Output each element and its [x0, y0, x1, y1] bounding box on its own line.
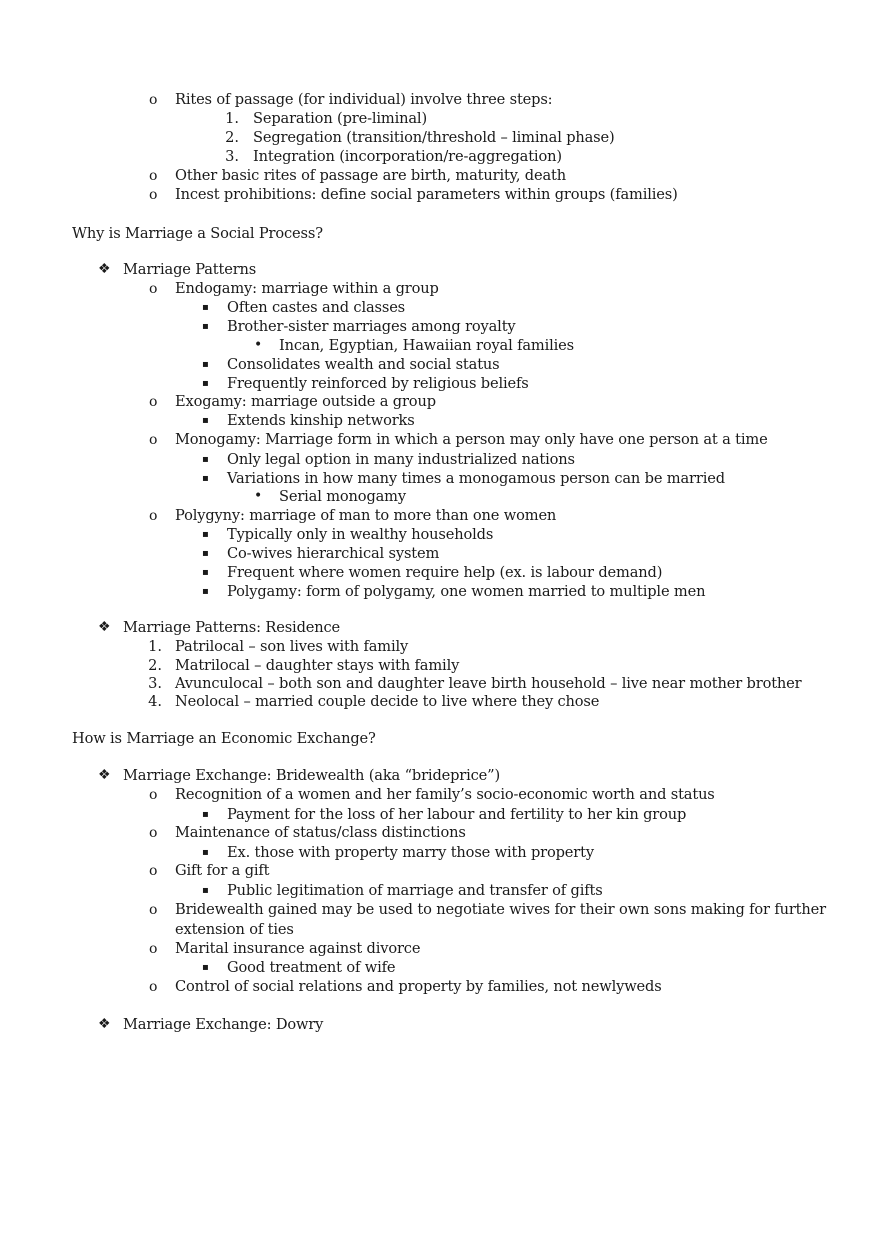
list-item: Recognition of a women and her family’s socio-economic worth and status: [175, 786, 715, 803]
list-item: Incan, Egyptian, Hawaiian royal families: [279, 337, 574, 354]
list-item-continuation: extension of ties: [175, 921, 294, 938]
list-item: Bridewealth gained may be used to negotiate wives for their own sons making for further: [175, 901, 826, 918]
list-item: Exogamy: marriage outside a group: [175, 393, 436, 410]
list-number: 2.: [148, 657, 162, 674]
square-bullet-icon: ▪: [202, 359, 209, 370]
list-item: Typically only in wealthy households: [227, 526, 494, 543]
square-bullet-icon: ▪: [202, 415, 209, 426]
square-bullet-icon: ▪: [202, 321, 209, 332]
list-item: Polygyny: marriage of man to more than one women: [175, 507, 557, 524]
list-item: Marriage Exchange: Dowry: [123, 1016, 324, 1033]
square-bullet-icon: ▪: [202, 567, 209, 578]
list-item: Endogamy: marriage within a group: [175, 280, 439, 297]
circle-bullet-icon: o: [149, 979, 158, 995]
diamond-bullet-icon: ❖: [98, 1016, 111, 1032]
square-bullet-icon: ▪: [202, 302, 209, 313]
square-bullet-icon: ▪: [202, 885, 209, 896]
list-item: Good treatment of wife: [227, 959, 396, 976]
circle-bullet-icon: o: [149, 394, 158, 410]
list-item: Frequent where women require help (ex. is labour demand): [227, 564, 663, 581]
circle-bullet-icon: o: [149, 902, 158, 918]
circle-bullet-icon: o: [149, 863, 158, 879]
circle-bullet-icon: o: [149, 787, 158, 803]
diamond-bullet-icon: ❖: [98, 261, 111, 277]
circle-bullet-icon: o: [149, 825, 158, 841]
list-item: Segregation (transition/threshold – liminal phase): [253, 129, 615, 146]
section-heading: Why is Marriage a Social Process?: [72, 225, 323, 242]
list-item: Avunculocal – both son and daughter leave birth household – live near mother brother: [175, 675, 802, 692]
list-item: Ex. those with property marry those with property: [227, 844, 594, 861]
list-number: 3.: [148, 675, 162, 692]
square-bullet-icon: ▪: [202, 454, 209, 465]
list-item: Integration (incorporation/re-aggregation): [253, 148, 562, 165]
list-item: Consolidates wealth and social status: [227, 356, 500, 373]
square-bullet-icon: ▪: [202, 529, 209, 540]
dot-bullet-icon: •: [254, 488, 263, 504]
list-item: Incest prohibitions: define social parameters within groups (families): [175, 186, 678, 203]
list-item: Polygamy: form of polygamy, one women married to multiple men: [227, 583, 706, 600]
dot-bullet-icon: •: [254, 337, 263, 353]
list-item: Gift for a gift: [175, 862, 270, 879]
list-item: Other basic rites of passage are birth, maturity, death: [175, 167, 566, 184]
square-bullet-icon: ▪: [202, 473, 209, 484]
square-bullet-icon: ▪: [202, 847, 209, 858]
list-item: Control of social relations and property by families, not newlyweds: [175, 978, 662, 995]
list-item: Public legitimation of marriage and transfer of gifts: [227, 882, 603, 899]
list-item: Monogamy: Marriage form in which a person may only have one person at a time: [175, 431, 768, 448]
rites-intro: Rites of passage (for individual) involve three steps:: [175, 91, 553, 108]
list-number: 1.: [225, 110, 239, 127]
list-item: Marriage Patterns: Residence: [123, 619, 341, 636]
list-item: Neolocal – married couple decide to live where they chose: [175, 693, 600, 710]
circle-bullet-icon: o: [149, 941, 158, 957]
list-item: Maintenance of status/class distinctions: [175, 824, 466, 841]
list-item: Patrilocal – son lives with family: [175, 638, 409, 655]
circle-bullet-icon: o: [149, 508, 158, 524]
circle-bullet-icon: o: [149, 281, 158, 297]
list-item: Often castes and classes: [227, 299, 406, 316]
circle-bullet-icon: o: [149, 92, 158, 108]
square-bullet-icon: ▪: [202, 809, 209, 820]
circle-bullet-icon: o: [149, 168, 158, 184]
square-bullet-icon: ▪: [202, 548, 209, 559]
circle-bullet-icon: o: [149, 432, 158, 448]
square-bullet-icon: ▪: [202, 962, 209, 973]
list-item: Variations in how many times a monogamous person can be married: [227, 470, 725, 487]
section-heading: How is Marriage an Economic Exchange?: [72, 730, 376, 747]
list-item: Brother-sister marriages among royalty: [227, 318, 516, 335]
list-item: Marital insurance against divorce: [175, 940, 421, 957]
list-item: Separation (pre-liminal): [253, 110, 427, 127]
diamond-bullet-icon: ❖: [98, 767, 111, 783]
square-bullet-icon: ▪: [202, 378, 209, 389]
list-item: Co-wives hierarchical system: [227, 545, 440, 562]
list-item: Marriage Exchange: Bridewealth (aka “brideprice”): [123, 767, 501, 784]
diamond-bullet-icon: ❖: [98, 619, 111, 635]
list-item: Frequently reinforced by religious beliefs: [227, 375, 529, 392]
list-number: 3.: [225, 148, 239, 165]
list-item: Payment for the loss of her labour and fertility to her kin group: [227, 806, 687, 823]
list-item: Matrilocal – daughter stays with family: [175, 657, 460, 674]
list-item: Extends kinship networks: [227, 412, 415, 429]
list-item: Only legal option in many industrialized nations: [227, 451, 575, 468]
circle-bullet-icon: o: [149, 187, 158, 203]
list-number: 1.: [148, 638, 162, 655]
list-item: Marriage Patterns: [123, 261, 257, 278]
square-bullet-icon: ▪: [202, 586, 209, 597]
list-number: 2.: [225, 129, 239, 146]
list-number: 4.: [148, 693, 162, 710]
list-item: Serial monogamy: [279, 488, 406, 505]
